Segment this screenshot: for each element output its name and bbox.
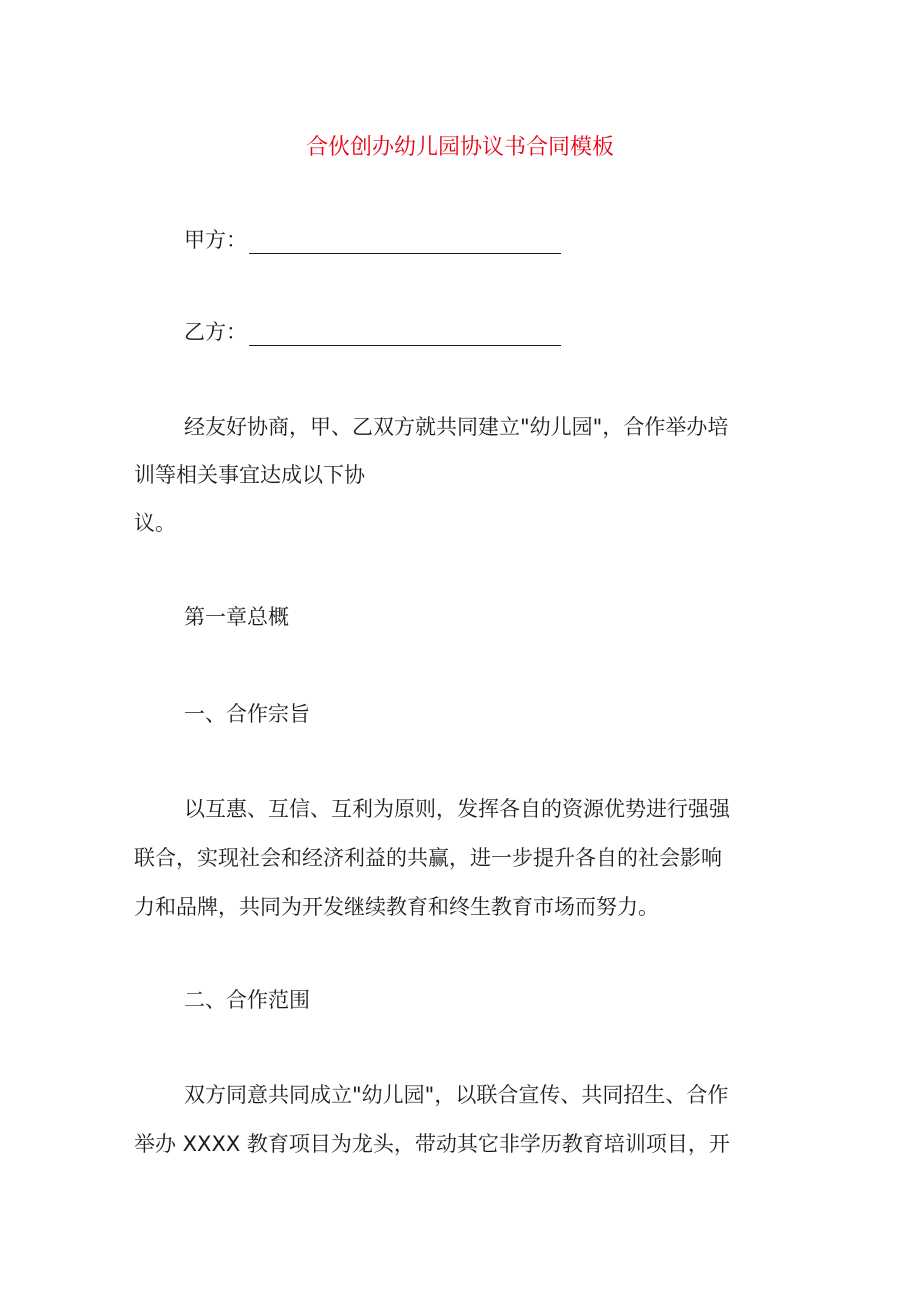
intro-line-3: 议。: [134, 511, 176, 535]
section-2-heading: 二、合作范围: [184, 988, 310, 1012]
section-1-line-3: 力和品牌，共同为开发继续教育和终生教育市场而努力。: [134, 895, 659, 919]
party-a-blank: [249, 233, 561, 254]
party-b-blank: [249, 325, 561, 346]
section-1-line-1: 以互惠、互信、互利为原则，发挥各自的资源优势进行强强: [184, 797, 730, 821]
intro-line-2: 训等相关事宜达成以下协: [134, 463, 365, 487]
section-1-heading: 一、合作宗旨: [184, 702, 310, 726]
section-2-line-2: 举办 XXXX 教育项目为龙头，带动其它非学历教育培训项目，开: [134, 1132, 730, 1156]
intro-line-1: 经友好协商，甲、乙双方就共同建立"幼儿园"，合作举办培: [184, 415, 729, 439]
party-b-label: 乙方：: [184, 320, 247, 344]
party-b-line: [184, 318, 561, 346]
party-a-label: 甲方：: [184, 228, 247, 252]
party-a-line: [184, 226, 561, 254]
section-2-line-1: 双方同意共同成立"幼儿园"，以联合宣传、共同招生、合作: [184, 1083, 729, 1107]
section-1-line-2: 联合，实现社会和经济利益的共赢，进一步提升各自的社会影响: [134, 846, 722, 870]
chapter-heading: 第一章总概: [184, 605, 289, 629]
document-title: 合伙创办幼儿园协议书合同模板: [305, 135, 614, 160]
